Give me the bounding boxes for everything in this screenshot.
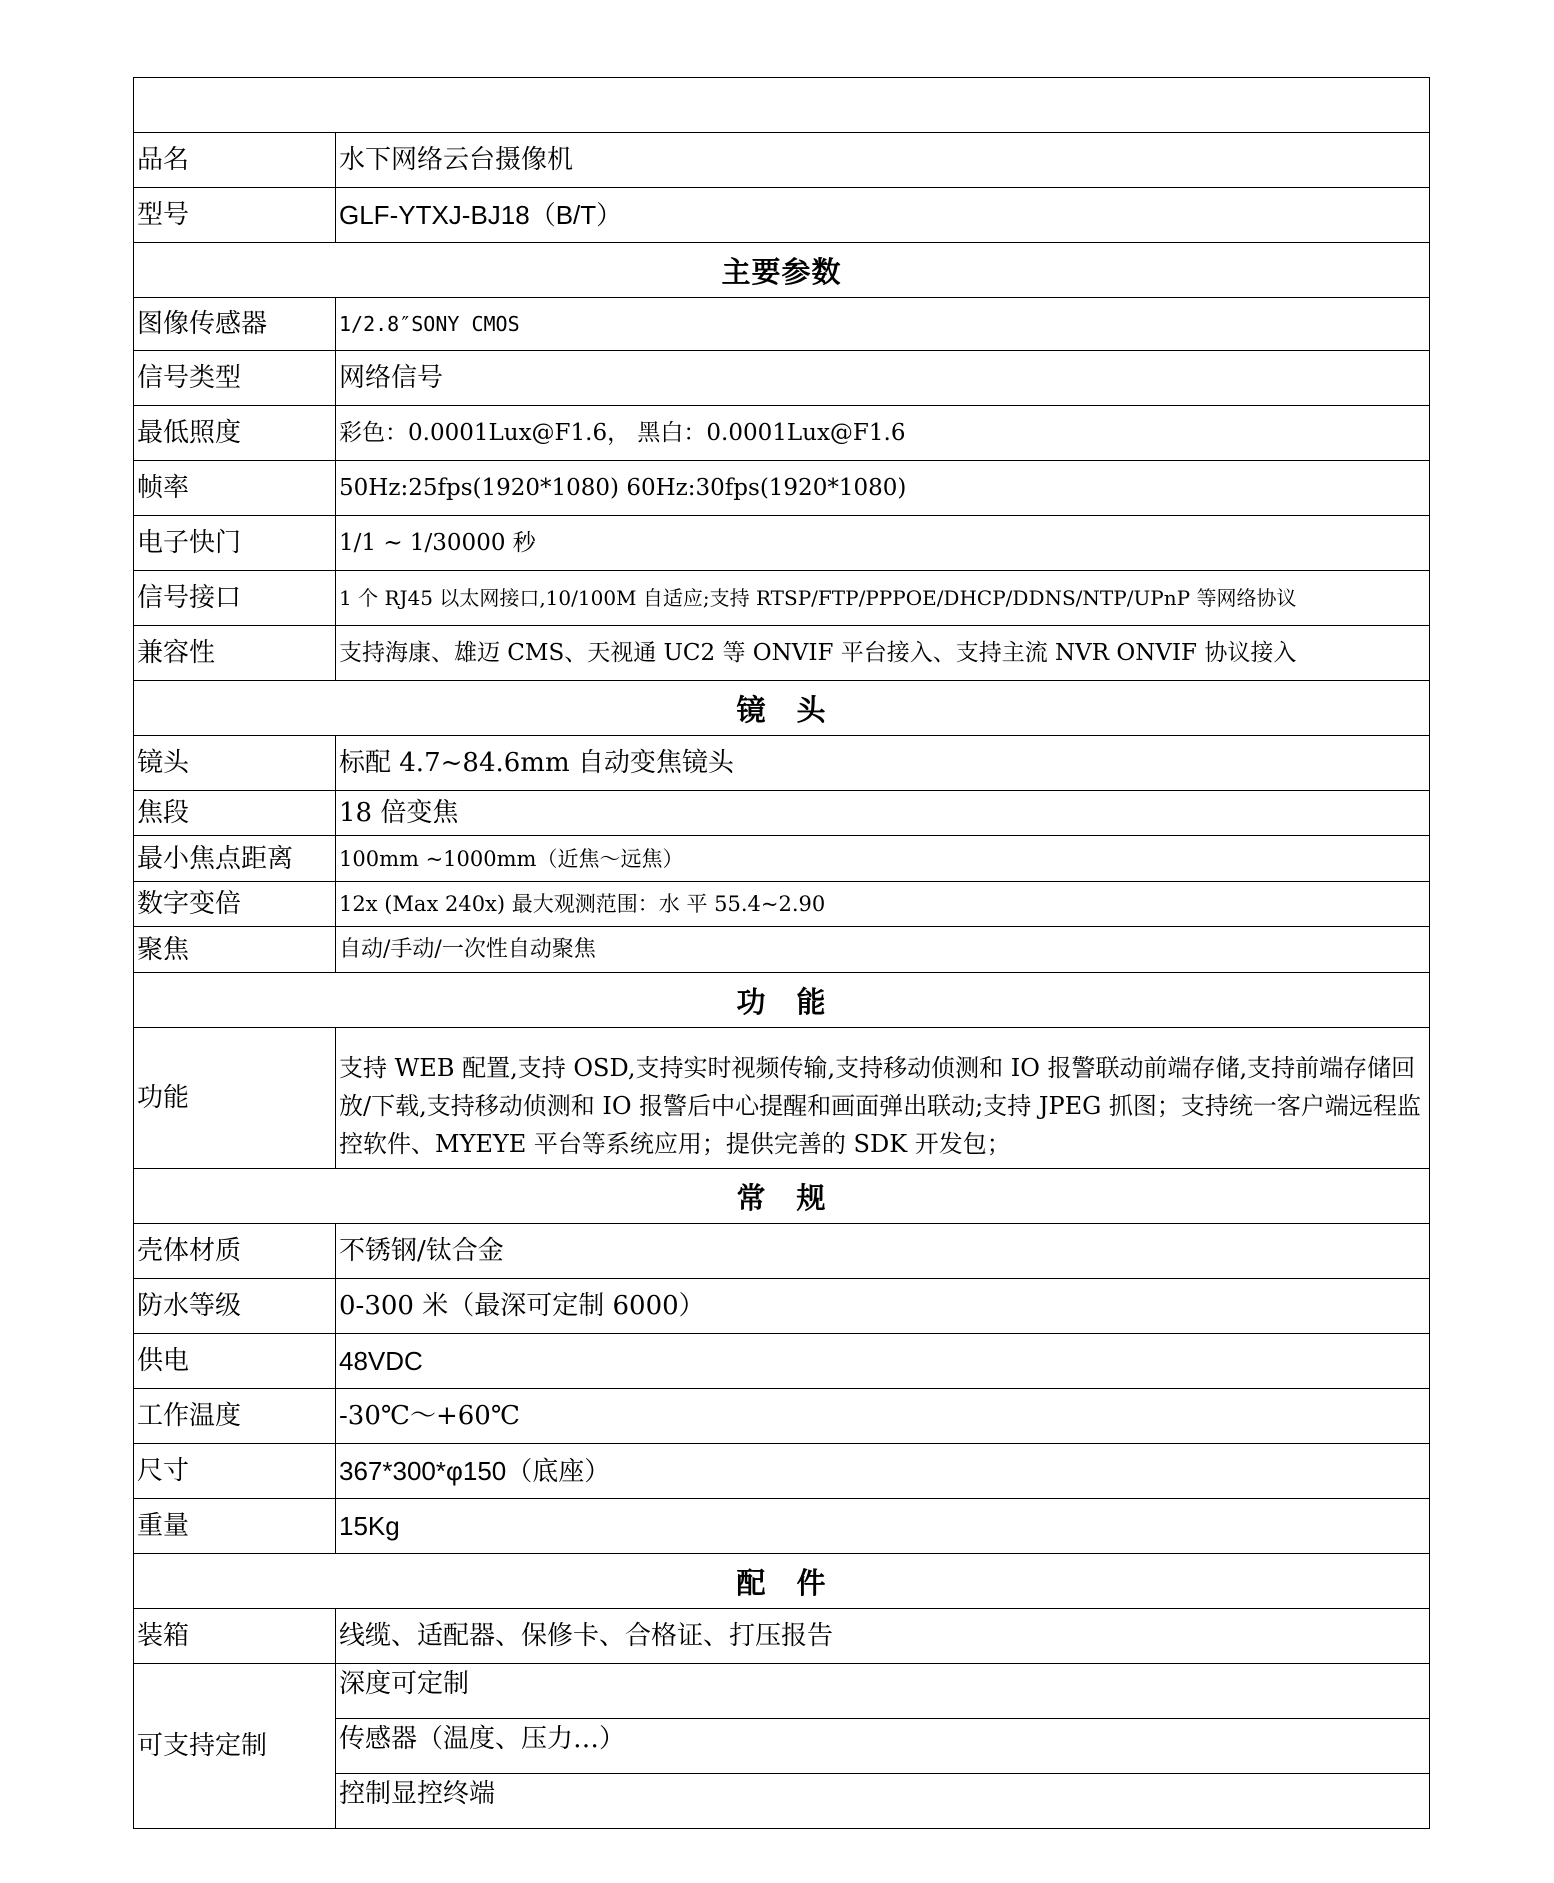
row-label: 电子快门: [134, 516, 336, 571]
custom-item: 深度可定制: [336, 1664, 1430, 1719]
row-label: 最小焦点距离: [134, 836, 336, 882]
row-label: 壳体材质: [134, 1224, 336, 1279]
custom-item: 控制显控终端: [336, 1774, 1430, 1829]
spec-row-packing: [134, 1609, 1430, 1664]
row-label: 供电: [134, 1334, 336, 1389]
spec-row-compatibility: [134, 626, 1430, 681]
spec-row-focal-range: [134, 791, 1430, 836]
row-label: 防水等级: [134, 1279, 336, 1334]
row-value: 367*300*φ150（底座）: [336, 1444, 1430, 1499]
section-title: 功 能: [134, 973, 1430, 1028]
section-main-params: [134, 243, 1430, 298]
row-value: 12x (Max 240x) 最大观测范围：水 平 55.4~2.90: [336, 882, 1430, 927]
row-label: 焦段: [134, 791, 336, 836]
row-value: 50Hz:25fps(1920*1080) 60Hz:30fps(1920*1080): [336, 461, 1430, 516]
spec-row-interface: [134, 571, 1430, 626]
spec-row-power: [134, 1334, 1430, 1389]
section-general: [134, 1169, 1430, 1224]
custom-item: 传感器（温度、压力…）: [336, 1719, 1430, 1774]
row-label: 信号类型: [134, 351, 336, 406]
row-label: 兼容性: [134, 626, 336, 681]
section-title: 镜 头: [134, 681, 1430, 736]
spec-row-size: [134, 1444, 1430, 1499]
row-value: 15Kg: [336, 1499, 1430, 1554]
spec-row-function: [134, 1028, 1430, 1169]
row-label: 镜头: [134, 736, 336, 791]
row-value: 100mm ~1000mm（近焦～远焦）: [336, 836, 1430, 882]
row-label: 型号: [134, 188, 336, 243]
row-value: 1/1 ~ 1/30000 秒: [336, 516, 1430, 571]
row-value: 网络信号: [336, 351, 1430, 406]
spec-row-temperature: [134, 1389, 1430, 1444]
spec-row-weight: [134, 1499, 1430, 1554]
spec-row-digital-zoom: [134, 882, 1430, 927]
row-label: 最低照度: [134, 406, 336, 461]
row-value: -30℃～+60℃: [336, 1389, 1430, 1444]
row-value: 0-300 米（最深可定制 6000）: [336, 1279, 1430, 1334]
section-accessories: [134, 1554, 1430, 1609]
blank-header-row: [134, 78, 1430, 133]
row-value: GLF-YTXJ-BJ18（B/T）: [336, 188, 1430, 243]
row-label: 帧率: [134, 461, 336, 516]
section-function: [134, 973, 1430, 1028]
section-title: 主要参数: [134, 243, 1430, 298]
row-label: 尺寸: [134, 1444, 336, 1499]
spec-row-lens: [134, 736, 1430, 791]
row-label: 图像传感器: [134, 298, 336, 351]
blank-cell: [134, 78, 1430, 133]
spec-row-name: [134, 133, 1430, 188]
spec-row-signal-type: [134, 351, 1430, 406]
section-title: 常 规: [134, 1169, 1430, 1224]
row-value: 1 个 RJ45 以太网接口,10/100M 自适应;支持 RTSP/FTP/PPPOE/DHCP/DDNS/NTP/UPnP 等网络协议: [336, 571, 1430, 626]
row-label: 工作温度: [134, 1389, 336, 1444]
row-value: 18 倍变焦: [336, 791, 1430, 836]
spec-row-sensor: [134, 298, 1430, 351]
row-value: 线缆、适配器、保修卡、合格证、打压报告: [336, 1609, 1430, 1664]
spec-row-focus: [134, 927, 1430, 973]
spec-row-shutter: [134, 516, 1430, 571]
row-value: 支持海康、雄迈 CMS、天视通 UC2 等 ONVIF 平台接入、支持主流 NVR ONVIF 协议接入: [336, 626, 1430, 681]
spec-row-waterproof: [134, 1279, 1430, 1334]
row-label: 数字变倍: [134, 882, 336, 927]
spec-row-frame-rate: [134, 461, 1430, 516]
spec-row-min-illumination: [134, 406, 1430, 461]
row-label: 聚焦: [134, 927, 336, 973]
spec-row-housing: [134, 1224, 1430, 1279]
spec-row-model: [134, 188, 1430, 243]
row-value: 1/2.8″SONY CMOS: [336, 298, 1430, 351]
row-value: 48VDC: [336, 1334, 1430, 1389]
row-value: 彩色：0.0001Lux@F1.6， 黑白：0.0001Lux@F1.6: [336, 406, 1430, 461]
custom-row: [134, 1664, 1430, 1719]
row-label: 品名: [134, 133, 336, 188]
custom-label: 可支持定制: [134, 1664, 336, 1829]
row-value: 支持 WEB 配置,支持 OSD,支持实时视频传输,支持移动侦测和 IO 报警联动前端存储,支持前端存储回放/下载,支持移动侦测和 IO 报警后中心提醒和画面弹出联动;支持 JPEG 抓图；支持统一客户端远程监控软件、MYEYE 平台等系统应用；提供完善的 SDK 开发包；: [336, 1028, 1430, 1169]
row-value: 自动/手动/一次性自动聚焦: [336, 927, 1430, 973]
row-label: 重量: [134, 1499, 336, 1554]
row-label: 装箱: [134, 1609, 336, 1664]
section-lens: [134, 681, 1430, 736]
row-label: 功能: [134, 1028, 336, 1169]
row-value: 不锈钢/钛合金: [336, 1224, 1430, 1279]
row-value: 水下网络云台摄像机: [336, 133, 1430, 188]
spec-row-min-focus: [134, 836, 1430, 882]
row-value: 标配 4.7~84.6mm 自动变焦镜头: [336, 736, 1430, 791]
spec-table: [133, 77, 1430, 1829]
section-title: 配 件: [134, 1554, 1430, 1609]
row-label: 信号接口: [134, 571, 336, 626]
